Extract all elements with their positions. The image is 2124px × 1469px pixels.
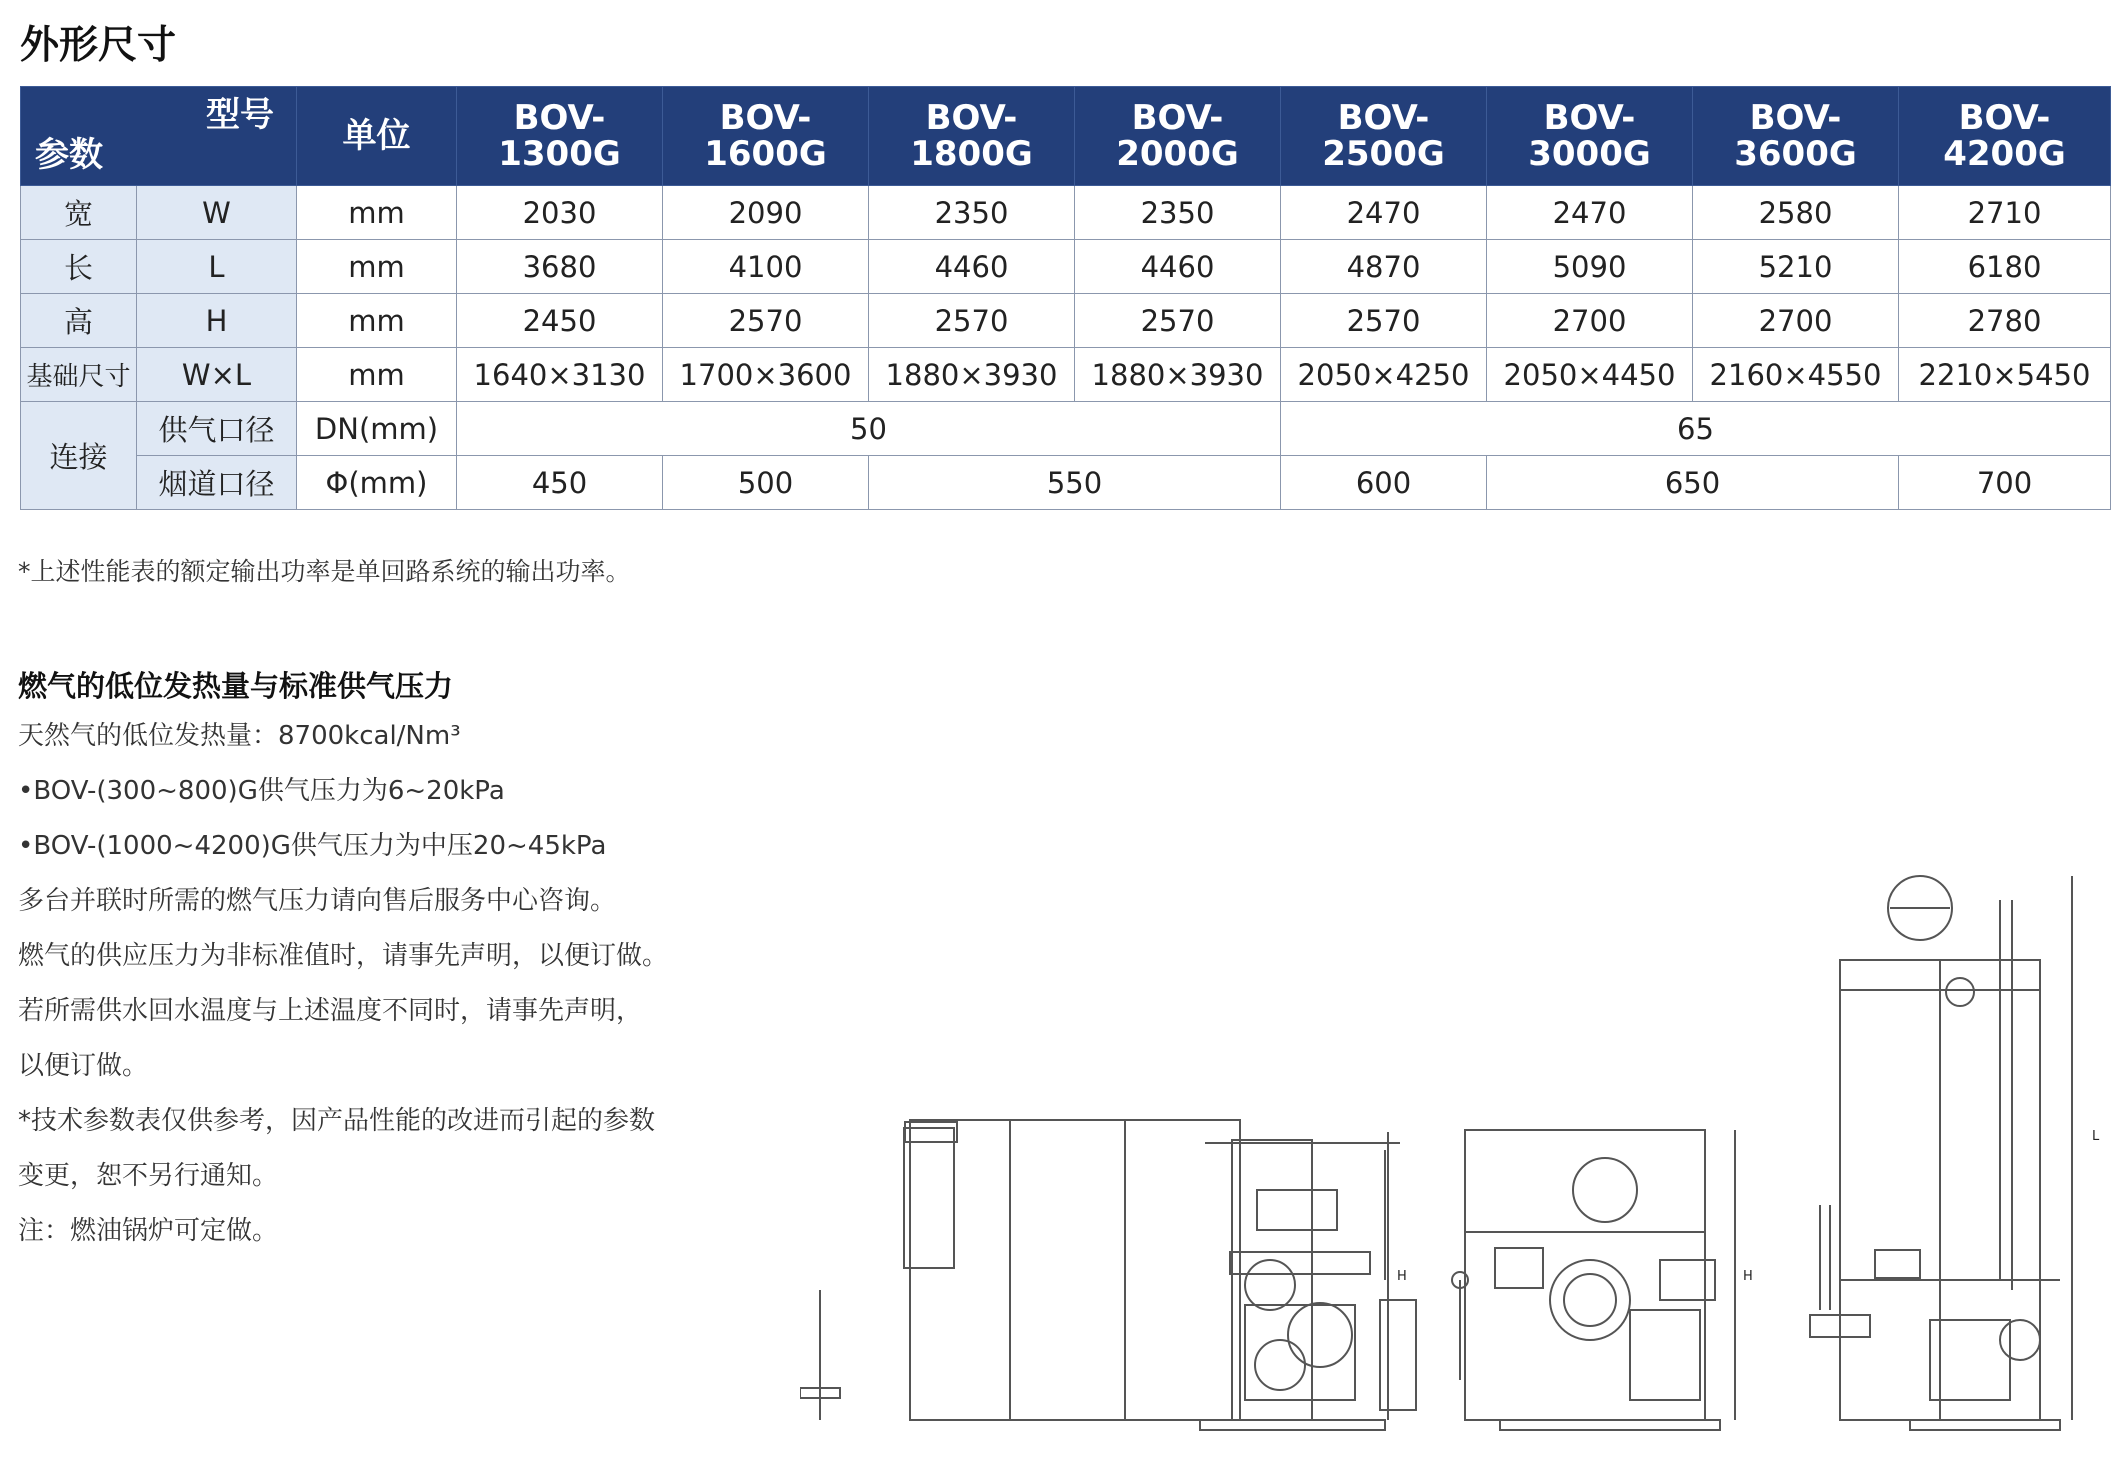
param-cell: 宽: [21, 186, 137, 240]
text-line: 变更，恕不另行通知。: [18, 1161, 279, 1191]
value-cell: 2350: [869, 186, 1075, 240]
value-cell: 2350: [1075, 186, 1281, 240]
value-cell: 5210: [1693, 240, 1899, 294]
param-cell: 高: [21, 294, 137, 348]
model-header: BOV- 1800G: [869, 87, 1075, 186]
value-cell: 4460: [1075, 240, 1281, 294]
unit-header: 单位: [297, 87, 457, 186]
page-title: 外形尺寸: [20, 23, 177, 68]
boiler-drawings: [800, 860, 2100, 1460]
text-line: 若所需供水回水温度与上述温度不同时，请事先声明，: [18, 996, 643, 1026]
value-cell: 2210×5450: [1899, 348, 2111, 402]
table-row: [21, 294, 2111, 348]
table-row: [21, 402, 2111, 456]
text-line: 天然气的低位发热量：8700kcal/Nm³: [18, 721, 461, 751]
symbol-cell: W×L: [137, 348, 297, 402]
header-corner-cell: [21, 87, 297, 186]
gas-section-text: [18, 716, 758, 1266]
model-header: BOV- 3600G: [1693, 87, 1899, 186]
value-cell: 4870: [1281, 240, 1487, 294]
dimension-label-L: L: [2092, 1129, 2100, 1144]
text-line: •BOV-(1000~4200)G供气压力为中压20~45kPa: [18, 831, 607, 861]
value-cell: 2470: [1487, 186, 1693, 240]
value-cell: 50: [457, 402, 1281, 456]
text-line: *技术参数表仅供参考，因产品性能的改进而引起的参数: [18, 1106, 656, 1136]
value-cell: 2030: [457, 186, 663, 240]
dimension-label-H: H: [1743, 1269, 1753, 1284]
value-cell: 2700: [1487, 294, 1693, 348]
value-cell: 2090: [663, 186, 869, 240]
boiler-rear-view: [1810, 876, 2072, 1460]
value-cell: 65: [1281, 402, 2111, 456]
param-header-label: 参数: [35, 135, 103, 175]
boiler-front-view: [1448, 1130, 1735, 1460]
symbol-cell: H: [137, 294, 297, 348]
value-cell: 2570: [1075, 294, 1281, 348]
text-line: 燃气的供应压力为非标准值时，请事先声明，以便订做。: [18, 941, 669, 971]
unit-cell: mm: [297, 186, 457, 240]
text-line: 以便订做。: [18, 1051, 149, 1081]
text-line: 多台并联时所需的燃气压力请向售后服务中心咨询。: [18, 886, 617, 916]
flue-label-cell: 烟道口径: [137, 456, 297, 510]
value-cell: 700: [1899, 456, 2111, 510]
value-cell: 2580: [1693, 186, 1899, 240]
value-cell: 4100: [663, 240, 869, 294]
symbol-cell: W: [137, 186, 297, 240]
value-cell: 5090: [1487, 240, 1693, 294]
param-cell: 基础尺寸: [21, 348, 137, 402]
value-cell: 2570: [663, 294, 869, 348]
value-cell: 1880×3930: [869, 348, 1075, 402]
value-cell: 600: [1281, 456, 1487, 510]
supply-label-cell: 供气口径: [137, 402, 297, 456]
value-cell: 2160×4550: [1693, 348, 1899, 402]
value-cell: 1700×3600: [663, 348, 869, 402]
model-header-label: 型号: [206, 95, 274, 135]
dimensions-table: [20, 86, 2111, 510]
value-cell: 2470: [1281, 186, 1487, 240]
unit-cell: mm: [297, 240, 457, 294]
param-cell: 长: [21, 240, 137, 294]
table-header-row: [21, 87, 2111, 186]
value-cell: 1880×3930: [1075, 348, 1281, 402]
value-cell: 2710: [1899, 186, 2111, 240]
table-row: [21, 240, 2111, 294]
model-header: BOV- 2000G: [1075, 87, 1281, 186]
unit-cell: Φ(mm): [297, 456, 457, 510]
value-cell: 2570: [869, 294, 1075, 348]
value-cell: 2450: [457, 294, 663, 348]
table-row: [21, 456, 2111, 510]
connection-label-cell: 连接: [21, 402, 137, 510]
unit-cell: mm: [297, 294, 457, 348]
value-cell: 2700: [1693, 294, 1899, 348]
model-header: BOV- 3000G: [1487, 87, 1693, 186]
value-cell: 2570: [1281, 294, 1487, 348]
text-line: 注：燃油锅炉可定做。: [18, 1216, 279, 1246]
table-row: [21, 348, 2111, 402]
gas-section-title: 燃气的低位发热量与标准供气压力: [18, 669, 454, 703]
dimension-label-H: H: [1397, 1269, 1407, 1284]
value-cell: 4460: [869, 240, 1075, 294]
value-cell: 450: [457, 456, 663, 510]
unit-cell: DN(mm): [297, 402, 457, 456]
boiler-side-view: [800, 1120, 1416, 1460]
model-header: BOV- 4200G: [1899, 87, 2111, 186]
text-line: •BOV-(300~800)G供气压力为6~20kPa: [18, 776, 505, 806]
value-cell: 2780: [1899, 294, 2111, 348]
value-cell: 2050×4250: [1281, 348, 1487, 402]
table-row: [21, 186, 2111, 240]
value-cell: 500: [663, 456, 869, 510]
value-cell: 2050×4450: [1487, 348, 1693, 402]
value-cell: 650: [1487, 456, 1899, 510]
model-header: BOV- 2500G: [1281, 87, 1487, 186]
model-header: BOV- 1600G: [663, 87, 869, 186]
model-header: BOV- 1300G: [457, 87, 663, 186]
value-cell: 550: [869, 456, 1281, 510]
value-cell: 6180: [1899, 240, 2111, 294]
value-cell: 1640×3130: [457, 348, 663, 402]
symbol-cell: L: [137, 240, 297, 294]
value-cell: 3680: [457, 240, 663, 294]
table-footnote: *上述性能表的额定输出功率是单回路系统的输出功率。: [18, 557, 631, 586]
unit-cell: mm: [297, 348, 457, 402]
